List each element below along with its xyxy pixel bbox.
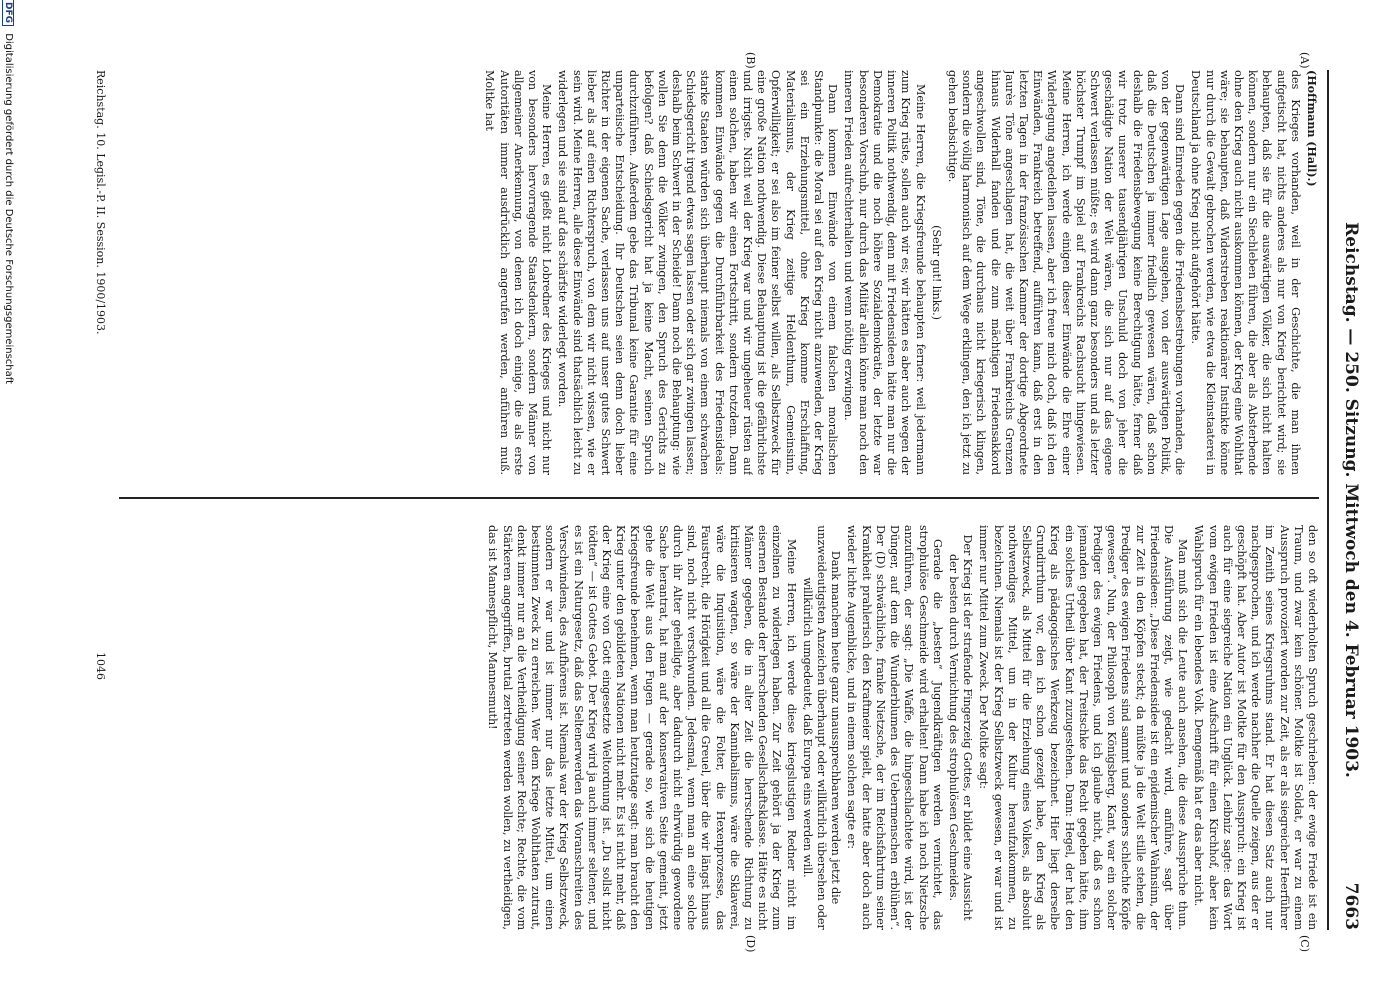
- page-footer: [83, 70, 107, 930]
- digitization-note: [0, 0, 14, 999]
- speaker-label: (Hoffmann (Hall).): [1305, 70, 1319, 187]
- margin-marker-b: (B): [744, 52, 757, 69]
- margin-marker-d: (D): [744, 935, 757, 953]
- paragraph: Man muß sich die Leute auch ansehen, die diese Aussprüche thun. Die Ausführung zeigt, wie gedacht wird, anführe, sagt über Friedensideen: „Diese Friedensidee ist ein epidemischer Wahnsinn, der zur Zeit in den Köpfen steckt; da müßte ja die Welt stille stehen, die Prediger des ewigen Friedens sind sammt und sonders schlechte Köpfe gewesen“. Nun, der Philosoph von Königsberg, Kant, war ein solcher Prediger des ewigen Friedens, und ich glaube nicht, daß es schon jemanden gegeben hat, der Treitschke das Recht gegeben hätte, ihm ein solches Urtheil über Kant zuzugestehen. Dann: Hegel, der hat den Krieg als pädagogisches Werkzeug bezeichnet. Hier liegt derselbe Grundirrthum vor, den ich schon gezeigt habe, den Krieg als Selbstzweck, als Mittel für die Erziehung eines Volkes, als absolut nothwendiges Mittel, um in der Kultur heraufzukommen, zu bezeichnen. Niemals ist der Krieg Selbstzweck gewesen, er war und ist immer nur Mittel zum Zweck. Der Moltke sagt:: [977, 525, 1190, 930]
- paragraph: Meine Herren, die Kriegsfreunde behaupten ferner: weil jedermann zum Krieg rüste, sollen auch wir es; wir hätten es aber auch wegen der inneren Politik nothwendig, denn mit Friedensideen hätte man nur die Demokratie und die noch höhere Sozialdemokratie, der letzte war besonderen Vorschub, nur durch das Militär allein könne man noch den inneren Frieden aufrechterhalten und wenn nöthig erzwingen.: [842, 70, 927, 475]
- paragraph: Meine Herren, es gießt nicht Lobredner des Krieges und nicht nur von besonders hervorragende Staatsdenkern, sondern Männer von allgemeiner Anerkennung, von denen ich doch einige, die als erste Autoritäten immer ausdrücklich angerufen werden, anführen muß. Moltke hat: [483, 70, 554, 475]
- page-number: 7663: [1341, 882, 1361, 930]
- page-title: Reichstag. — 250. Sitzung. Mittwoch den 4. Februar 1903.: [1341, 222, 1361, 778]
- paragraph: Dann sind Einreden gegen die Friedensbestrebungen vorhanden, die von der gegenwärtigen Lage ausgehen, von der auswärtigen Politik, daß die Deutschen ja immer friedlich gewesen wären, daß schon deshalb die Friedensbewegung keine Berechtigung hätte, ferner daß wir trotz unserer tausendjährigen Unschuld doch von jeher die geschädigte Nation der Welt wären, die sich nur auf das eigene Schwert verlassen müßte; es wird dann ganz besonders und als letzter höchster Trumpf im Spiel auf Frankreichs Rachsucht hingewiesen. Meine Herren, ich werde einigen dieser Einwände die Ehre einer Widerlegung angedeihen lassen, aber ich freue mich doch, daß ich den Einwänden, Frankreich betreffend, aufführen kann, daß erst in den letzten Tagen in der französischen Kammer der dortige Abgeordnete Jaurès Töne angeschlagen hat, die weit über Frankreichs Grenzen hinaus Widerhall fanden und die zum mächtigen Friedensakkord angeschwollen sind, Töne, die durchaus nicht kriegerisch klingen, sondern die völlig harmonisch auf dem Wege erklingen, den ich jetzt zu gehen beabsichtige.: [945, 70, 1187, 475]
- paragraph: Gerade die „besten“ Jugendkräftigen werden vernichtet, das strophulöse Geschmeide wird erhalten! Dann habe ich noch Nietzsche anzuführen, der sagt: „Die Waffe, die hingeschlachtete wird, ist der Dünger, auf dem die Wunderblumen des Uebermenschen erblühen“. Der (D) schwächliche, franke Nietzsche, der im Reichsfahrtum seiner Krankheit prahlerisch den Kraftmeier spielt, der hatte aber doch auch wieder lichte Augenblicke, und in einem solchen sagte er:: [845, 525, 944, 930]
- quotation: Der Krieg ist der strafende Fingerzeig Gottes, er bildet eine Aussicht der besten durch Vernichtung des strophulösen Geschmeides.: [946, 534, 975, 921]
- right-column: [119, 525, 1319, 930]
- margin-marker-a: (A): [1298, 52, 1311, 69]
- interjection: (Sehr gut! links.): [929, 225, 943, 320]
- dfg-logo-icon: DFG: [2, 0, 14, 26]
- footer-sheet-number: 1046: [94, 652, 107, 680]
- paragraph: den so oft wiederholten Spruch geschrieben: der ewige Friede ist ein Traum, und zwar kein schöner. Moltke ist Soldat, er war zu einem Ausspruch provoziert worden zur Zeit, als er als siegreicher Heerführer im Zenith seines Kriegsruhms stand. Er hat diesen Satz auch nur nachgesprochen, und ich werde nachher die Quelle zeigen, aus der er geschöpft hat. Aber Autor ist Moltke für den Ausspruch: ein Krieg ist auch für eine siegreiche Nation ein Unglück. Leibniz sagte: das Wort vom ewigen Frieden ist eine Aufschrift für einen Kirchhof, aber kein Wahlspruch für ein lebendes Volk. Demgemäß hat er das aber nicht.: [1192, 525, 1319, 930]
- footer-session: Reichstag. 10. Legisl.-P. II. Session. 1900/1903.: [94, 70, 107, 335]
- column-divider: [119, 497, 1319, 499]
- quotation: Dank manchem heute ganz unaussprechbaren werden jetzt die unzweideutigsten Anzeichen überhaupt oder willkürlich übersehen oder willkürlich umgedeutet, daß Europa eins werden will.: [800, 525, 843, 930]
- left-column: [119, 70, 1319, 475]
- margin-marker-c: (C): [1298, 935, 1311, 952]
- paragraph: des Krieges vorhanden, weil in der Geschichte, die man ihnen aufgetischt hat, nichts anderes als nur von Krieg berichtet wird; sie behaupten, daß sie für die auswärtigen Völker, die sich nicht halten können, sondern nur ein Siechleben führen, die aber als Absterbende ohne den Krieg auch nicht auskommen können, der Krieg eine Wohlthat wäre; sie behaupten, daß Widerstreben reaktionärer Instinkte könne nur durch die Gewalt gebrochen werden, wie etwa die Kleinstaaterei in Deutschland ja ohne Krieg nicht aufgehört hätte.: [1189, 70, 1302, 475]
- paragraph: Meine Herren, ich werde diese kriegslustigen Redner nicht im einzelnen zu widerlegen haben. Zur Zeit gehört ja der Krieg zum eisernen Bestande der herrschenden Gesellschaftsklasse. Hätte es nicht Männer gegeben, die in alter Zeit die herrschende Richtung zu kritisieren wagten, so wäre der Kannibalismus, wäre die Sklaverei, wäre die Inquisition, wäre die Folter, die Hexenprozesse, das Faustrecht, die Hörigkeit und all die Greuel, über die wir längst hinaus sind, noch nicht verschwunden. Jedesmal, wenn man an eine solche durch ihr Alter geheiligte, aber dadurch nicht ehrwürdig gewordene Sache herantrat, hat man auf der konservativen Seite gemeint, jetzt gehe die Welt aus den Fugen — gerade so, wie sich die heutigen Kriegsfreunde benehmen, wenn man heutzutage sagt: man braucht den Krieg unter den gebildeten Nationen nicht mehr. Es ist nicht mehr, daß der Krieg eine von Gott eingesetzte Weltordnung ist. „Du sollst nicht tödten“ — ist Gottes Gebot. Der Krieg wird ja auch immer seltener, und es ist ein Naturgesetz, daß das Seltenerwerden das Voranschreiten des Verschwindens, des Aufhörens ist. Niemals war der Krieg Selbstzweck, sondern er war und ist immer nur das letzte Mittel, um einen bestimmten Zweck zu erreichen. Wer dem Kriege Wohlthaten zutraut, denkt immer nur an die Vertheidigung seiner Rechte; Rechte, die vom Stärkeren angegriffen, brutal zertreten werden wollen, zu vertheidigen, das ist Mannespflicht, Mannesmuth!: [486, 525, 798, 930]
- page-header: [1327, 70, 1369, 930]
- paragraph: Dann kommen Einwände von einem falschen moralischen Standpunkte: die Moral sei auf den Krieg nicht anzuwenden, der Krieg sei ein Erziehungsmittel, ohne Krieg komme Erschlaffung, Materialismus, der Krieg zeitige Heldenthum, Gemeinsinn, Opferwilligkeit; er sei also im feiner selbst willen, als Selbstzweck für eine große Nation nothwendig. Diese Behauptung ist die gefährlichste und irrigste. Nicht weil der Krieg war und wir ungeheuer rüsten auf einen solchen, haben wir einen Fortschritt, sondern trotzdem. Dann kommen Einwände gegen die Durchführbarkeit des Friedensideals: starke Staaten würden sich überhaupt niemals von einem schwachen Schiedsgericht irgend etwas sagen lassen oder sich gar zwingen lassen; deshalb beim Schwert in der Scheide! Dann noch die Behauptung: wie wollen Sie denn die Völker zwingen, den Spruch des Gerichts zu befolgen? daß Schiedsgericht hat ja keine Macht, seinen Spruch durchzuführen. Außerdem gebe das Tribunal keine Garantie für eine unparteiische Entscheidung. Ihr Deutschen seien denn doch lieber Richter in der eigenen Sache, verlassen uns auf unser gutes Schwert lieber als auf einen Richterspruch, von dem wir nicht wissen, wie er sein wird. Meine Herren, alle diese Einwände sind thatsächlich leicht zu widerlegen und sie sind auf das schärfste widerlegt worden.: [556, 70, 840, 475]
- digitization-note-text: Digitalisierung gefördert durch die Deutsche Forschungsgemeinschaft: [3, 33, 14, 385]
